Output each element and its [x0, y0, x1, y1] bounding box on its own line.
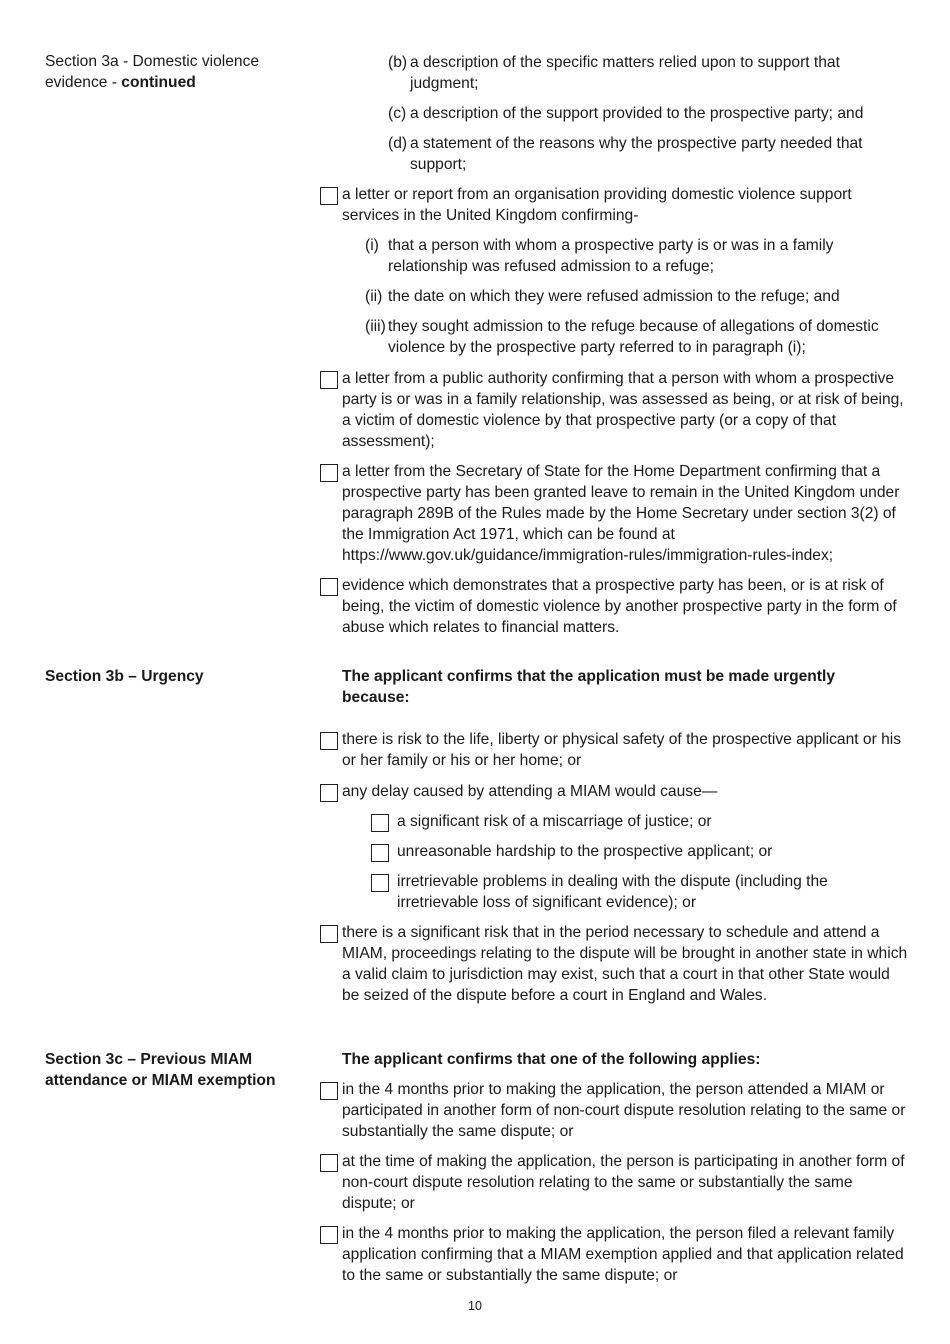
section-3c-confirm: The applicant confirms that one of the following applies: [342, 1051, 761, 1068]
other-state-checkbox[interactable] [320, 925, 338, 943]
attended-miam-checkbox[interactable] [320, 1082, 338, 1100]
irretrievable-checkbox[interactable] [371, 874, 389, 892]
point-text: that a person with whom a prospective party is or was in a family relationship was refused admission to a refuge; [388, 237, 834, 275]
option-text: at the time of making the application, the person is participating in another form of non-court dispute resolution relating to the same or substantially the same dispute; or [342, 1153, 905, 1212]
home-office-checkbox[interactable] [320, 464, 338, 482]
section-3b-confirm: The applicant confirms that the application must be made urgently because: [342, 668, 836, 706]
refuge-point-iii [365, 316, 910, 358]
option-text: there is risk to the life, liberty or physical safety of the prospective applicant or his or her family or his or her home; or [342, 731, 902, 769]
option-text: irretrievable problems in dealing with the dispute (including the irretrievable loss of significant evidence); or [397, 873, 828, 911]
option-refuge-letter [320, 184, 910, 226]
sub-item-text: a description of the support provided to the prospective party; and [410, 105, 864, 122]
option-participating [320, 1151, 910, 1214]
sub-item-text: a statement of the reasons why the prospective party needed that support; [410, 135, 863, 173]
section-3b-heading: Section 3b – Urgency [45, 668, 204, 685]
delay-item-hardship [371, 841, 911, 862]
sub-item-text: a description of the specific matters relied upon to support that judgment; [410, 54, 840, 92]
option-text: there is a significant risk that in the period necessary to schedule and attend a MIAM, proceedings relating to the dispute will be brought in another state in which a valid claim to jurisdiction may exist, such that a court in that other State would be seized of the dispute before a court in England and Wales. [342, 924, 908, 1004]
option-text: a letter from a public authority confirming that a person with whom a prospective party is or was in a family relationship, was assessed as being, or at risk of being, a victim of domestic violence by that prospective party (or a copy of that assessment); [342, 370, 904, 450]
option-text: any delay caused by attending a MIAM would cause— [342, 783, 718, 800]
option-risk-life [320, 729, 910, 771]
option-text: unreasonable hardship to the prospective applicant; or [397, 843, 773, 860]
option-home-office [320, 461, 910, 566]
participating-checkbox[interactable] [320, 1154, 338, 1172]
section-3c-heading: Section 3c – Previous MIAM attendance or MIAM exemption [45, 1051, 276, 1089]
miscarriage-checkbox[interactable] [371, 814, 389, 832]
option-financial-abuse [320, 575, 910, 638]
point-label: (i) [365, 237, 379, 254]
refuge-letter-checkbox[interactable] [320, 187, 338, 205]
section-3a-heading [45, 51, 305, 93]
delay-item-miscarriage [371, 811, 911, 832]
refuge-point-i [365, 235, 910, 277]
option-attended-miam [320, 1079, 910, 1142]
point-label: (ii) [365, 288, 383, 305]
continued-label: continued [121, 74, 196, 91]
option-delay [320, 781, 910, 802]
option-public-authority [320, 368, 910, 452]
hardship-checkbox[interactable] [371, 844, 389, 862]
option-text: evidence which demonstrates that a prospective party has been, or is at risk of being, the victim of domestic violence by another prospective party in the form of abuse which relates to financial matters. [342, 577, 897, 636]
page-number: 10 [468, 1299, 482, 1313]
option-text: a letter from the Secretary of State for the Home Department confirming that a prospective party has been granted leave to remain in the United Kingdom under paragraph 289B of the Rules made by the Home Secretary under section 3(2) of the Immigration Act 1971, which can be found at https://www.gov.uk/guidance/immigration-rules/immigration-rules-index; [342, 463, 900, 564]
option-other-state [320, 922, 910, 1006]
point-text: the date on which they were refused admission to the refuge; and [388, 288, 840, 305]
refuge-point-ii [365, 286, 910, 307]
point-text: they sought admission to the refuge because of allegations of domestic violence by the prospective party referred to in paragraph (i); [388, 318, 879, 356]
sub-item-d [388, 133, 908, 175]
option-text: in the 4 months prior to making the application, the person attended a MIAM or participated in another form of non-court dispute resolution relating to the same or substantially the same dispute; or [342, 1081, 906, 1140]
financial-abuse-checkbox[interactable] [320, 578, 338, 596]
section-3a-heading-text: Section 3a - Domestic violence evidence - [45, 53, 260, 91]
sub-item-label: (b) [388, 54, 408, 71]
point-label: (iii) [365, 318, 386, 335]
sub-item-label: (c) [388, 105, 407, 122]
sub-item-c [388, 103, 908, 124]
delay-checkbox[interactable] [320, 784, 338, 802]
option-text: a letter or report from an organisation providing domestic violence support services in the United Kingdom confirming- [342, 186, 852, 224]
delay-item-irretrievable [371, 871, 911, 913]
public-authority-checkbox[interactable] [320, 371, 338, 389]
risk-life-checkbox[interactable] [320, 732, 338, 750]
sub-item-label: (d) [388, 135, 408, 152]
option-filed-application [320, 1223, 910, 1286]
sub-item-b [388, 52, 908, 94]
option-text: in the 4 months prior to making the application, the person filed a relevant family application confirming that a MIAM exemption applied and that application related to the same or substantially the same dispute; or [342, 1225, 904, 1284]
option-text: a significant risk of a miscarriage of justice; or [397, 813, 712, 830]
filed-application-checkbox[interactable] [320, 1226, 338, 1244]
